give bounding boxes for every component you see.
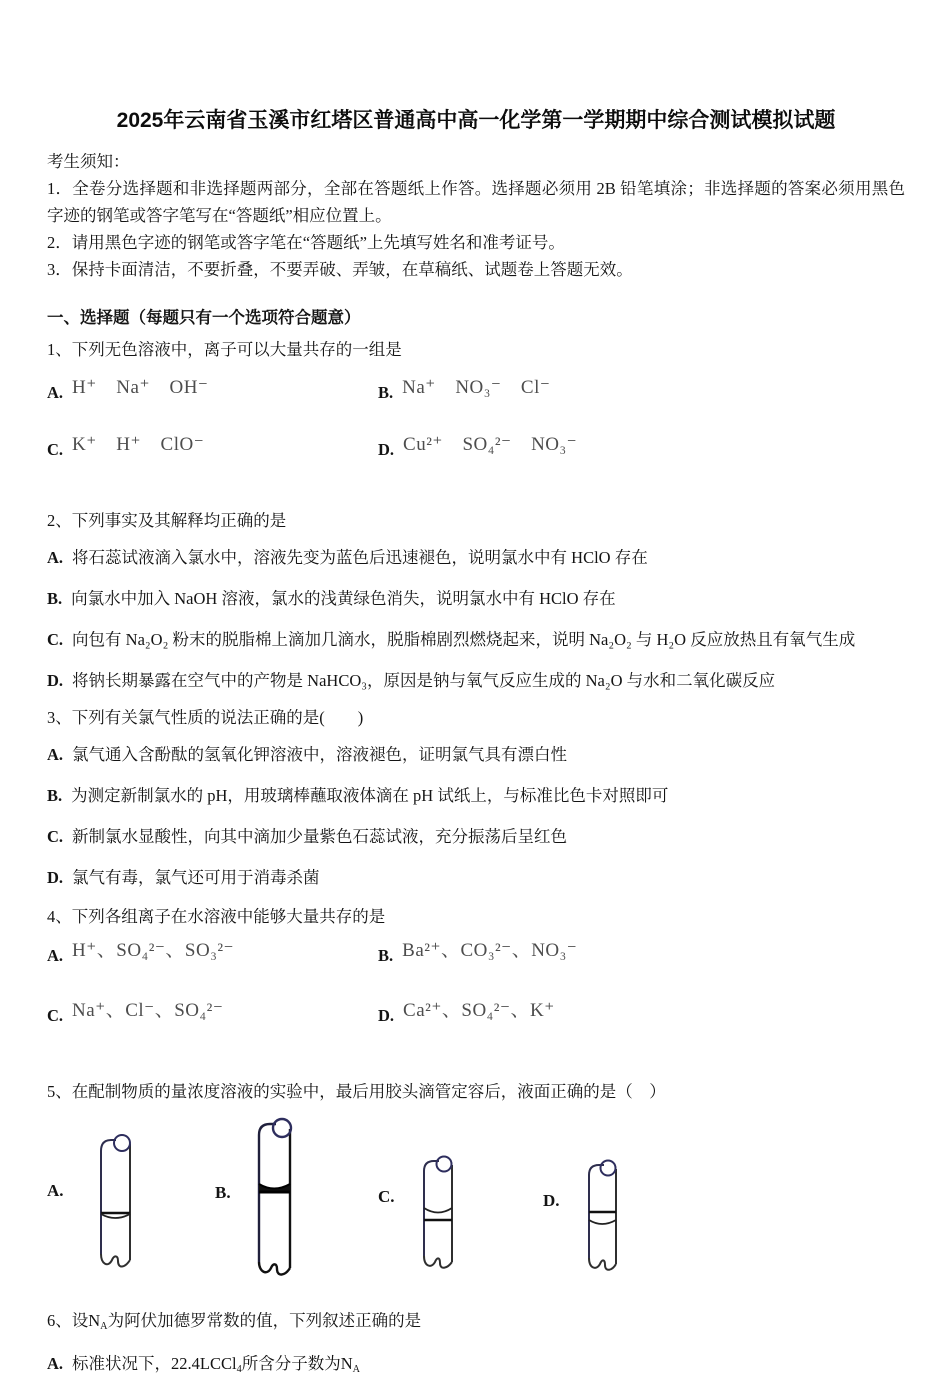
flask-neck-meniscus-hanging-below-line-icon (85, 1129, 133, 1271)
option-label: C. (47, 440, 64, 459)
option-label: B. (47, 589, 63, 608)
option-label: C. (47, 630, 64, 649)
option-text: 将钠长期暴露在空气中的产物是 NaHCO₃，原因是钠与氧气反应生成的 Na₂O 与水和二氧化碳反应 (72, 671, 776, 690)
flask-d-label: D. (543, 1191, 560, 1210)
q1-option-a (47, 377, 378, 434)
question-1 (47, 336, 905, 491)
q4-option-d (378, 1000, 905, 1060)
q3-option-c (47, 820, 905, 854)
question-3 (47, 704, 905, 895)
q6-stem: 6、设NA为阿伏加德罗常数的值，下列叙述正确的是 (47, 1311, 422, 1333)
ion-formula: H⁺、SO₄²⁻、SO₃²⁻ (72, 940, 235, 961)
subscript-text: A (352, 1364, 361, 1376)
subscript-text: 4 (236, 1364, 242, 1376)
option-label: D. (47, 868, 64, 887)
flask-a-label: A. (47, 1181, 64, 1200)
option-label: B. (47, 786, 63, 805)
notice-item-2: 2．请用黑色字迹的钢笔或答字笔在“答题纸”上先填写姓名和准考证号。 (47, 233, 565, 252)
ion-formula: Na⁺、Cl⁻、SO₄²⁻ (72, 1000, 224, 1021)
question-6 (47, 1307, 905, 1387)
q4-option-b (378, 940, 905, 1000)
option-text: 为测定新制氯水的 pH，用玻璃棒蘸取液体滴在 pH 试纸上，与标准比色卡对照即可 (71, 786, 669, 805)
flask-b-label: B. (215, 1183, 231, 1202)
option-text: 氯气通入含酚酞的氢氧化钾溶液中，溶液褪色，证明氯气具有漂白性 (72, 745, 568, 764)
ion-formula: Cu²⁺ SO₄²⁻ NO₃⁻ (403, 434, 578, 455)
option-label: A. (47, 548, 64, 567)
option-label: C. (47, 827, 64, 846)
q4-option-c (47, 1000, 378, 1060)
option-text: 将石蕊试液滴入氯水中，溶液先变为蓝色后迅速褪色，说明氯水中有 HClO 存在 (72, 548, 648, 567)
q3-option-a (47, 738, 905, 772)
q4-option-a (47, 940, 378, 1000)
ion-formula: K⁺ H⁺ ClO⁻ (72, 434, 205, 455)
option-text: 向氯水中加入 NaOH 溶液，氯水的浅黄绿色消失，说明氯水中有 HClO 存在 (71, 589, 616, 608)
q2-option-d (47, 664, 905, 698)
q1-stem: 1、下列无色溶液中，离子可以大量共存的一组是 (47, 340, 402, 359)
option-text: 新制氯水显酸性，向其中滴加少量紫色石蕊试液，充分振荡后呈红色 (72, 827, 568, 846)
q2-option-b (47, 582, 905, 616)
option-text: 向包有 Na₂O₂ 粉末的脱脂棉上滴加几滴水，脱脂棉剧烈燃烧起来，说明 Na₂O₂ 与 H₂O 反应放热且有氧气生成 (72, 630, 856, 649)
subscript-text: A (100, 1321, 108, 1333)
option-label: D. (378, 1006, 395, 1025)
q4-stem: 4、下列各组离子在水溶液中能够大量共存的是 (47, 907, 386, 926)
flask-c-label: C. (378, 1187, 395, 1206)
q5-flask-diagrams (47, 1115, 905, 1293)
flask-neck-meniscus-above-line-icon (409, 1151, 455, 1273)
option-label: B. (378, 383, 394, 402)
option-label: A. (47, 1354, 64, 1374)
option-label: A. (47, 383, 64, 402)
q6-option-a: A. 标准状况下，22.4LCCl4所含分子数为NA (47, 1354, 361, 1376)
q3-stem: 3、下列有关氯气性质的说法正确的是( ) (47, 708, 364, 727)
notice-item-1: 1．全卷分选择题和非选择题两部分，全部在答题纸上作答。选择题必须用 2B 铅笔填涂；非选择题的答案必须用黑色字迹的钢笔或答字笔写在“答题纸”相应位置上。 (47, 179, 905, 225)
question-2 (47, 507, 905, 698)
ion-formula: Ba²⁺、CO₃²⁻、NO₃⁻ (402, 940, 578, 961)
question-4 (47, 903, 905, 1060)
q1-option-d (378, 434, 905, 491)
option-label: C. (47, 1006, 64, 1025)
ion-formula: Ca²⁺、SO₄²⁻、K⁺ (403, 1000, 555, 1021)
option-text: 氯气有毒，氯气还可用于消毒杀菌 (72, 868, 320, 887)
page-title: 2025年云南省玉溪市红塔区普通高中高一化学第一学期期中综合测试模拟试题 (116, 109, 836, 132)
q1-option-c (47, 434, 378, 491)
q3-option-d (47, 861, 905, 895)
notice-heading: 考生须知： (47, 152, 130, 171)
q4-options (47, 940, 905, 1060)
option-label: B. (378, 946, 394, 965)
flask-neck-meniscus-resting-on-line-icon (243, 1117, 295, 1279)
question-5 (47, 1078, 905, 1293)
option-label: D. (378, 440, 395, 459)
ion-formula: Na⁺ NO₃⁻ Cl⁻ (402, 377, 551, 398)
q1-option-b (378, 377, 905, 434)
notice-item-3: 3．保持卡面清洁，不要折叠，不要弄破、弄皱，在草稿纸、试题卷上答题无效。 (47, 260, 633, 279)
notice-section (47, 148, 905, 283)
q1-options (47, 377, 905, 491)
flask-neck-meniscus-below-line-gap-icon (575, 1155, 619, 1275)
option-label: A. (47, 745, 64, 764)
q3-option-b (47, 779, 905, 813)
ion-formula: H⁺ Na⁺ OH⁻ (72, 377, 209, 398)
section-1-heading: 一、选择题（每题只有一个选项符合题意） (47, 309, 361, 327)
q5-stem: 5、在配制物质的量浓度溶液的实验中，最后用胶头滴管定容后，液面正确的是（ ） (47, 1082, 666, 1101)
option-label: D. (47, 671, 64, 690)
q2-option-a (47, 541, 905, 575)
option-label: A. (47, 946, 64, 965)
q2-option-c (47, 623, 905, 657)
q2-stem: 2、下列事实及其解释均正确的是 (47, 511, 287, 530)
